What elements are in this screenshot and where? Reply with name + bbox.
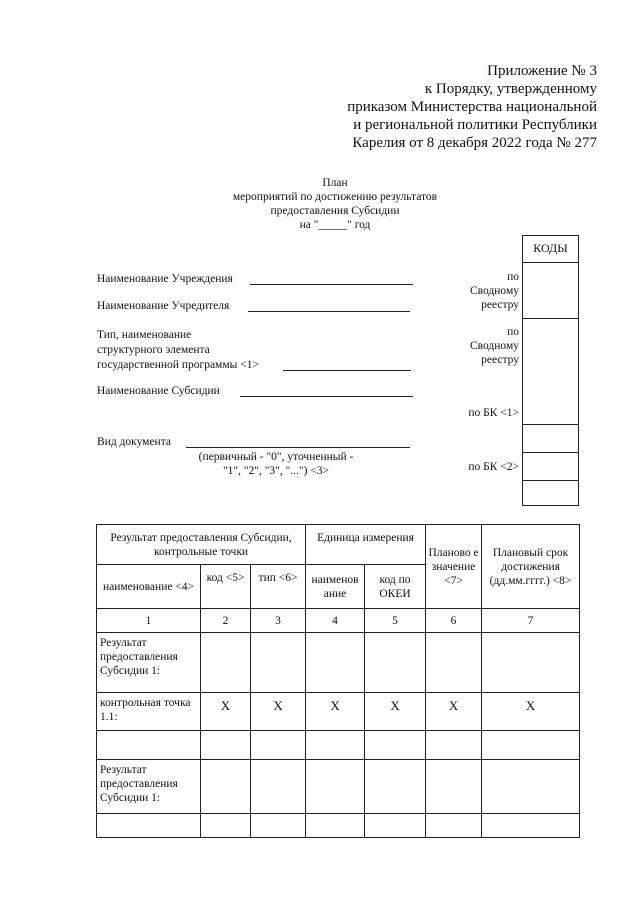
- table-row: [97, 731, 580, 760]
- header-code: код <5>: [201, 565, 251, 609]
- table-cell[interactable]: [306, 814, 365, 838]
- codes-header: КОДЫ: [533, 241, 568, 255]
- type-field[interactable]: [283, 370, 411, 371]
- header-unit-name: наименов ание: [306, 565, 365, 609]
- header-line: и региональной политики Республики: [353, 117, 597, 133]
- table-cell[interactable]: [482, 731, 580, 760]
- column-number: 1: [97, 609, 201, 633]
- table-cell[interactable]: X: [251, 693, 306, 731]
- header-line: Карелия от 8 декабря 2022 года № 277: [352, 135, 597, 151]
- table-cell[interactable]: [365, 633, 426, 693]
- column-number: 3: [251, 609, 306, 633]
- title-line: предоставления Субсидии: [270, 205, 400, 217]
- row-label: [97, 731, 201, 760]
- table-cell[interactable]: X: [426, 693, 482, 731]
- institution-label: Наименование Учреждения: [97, 273, 233, 285]
- table-cell[interactable]: X: [482, 693, 580, 731]
- registry-label-2: по Сводному реестру: [469, 326, 519, 366]
- header-result-group: Результат предоставления Субсидии, контрольные точки: [97, 525, 306, 565]
- founder-label: Наименование Учредителя: [97, 300, 230, 312]
- table-cell[interactable]: [201, 760, 251, 814]
- table-cell[interactable]: [482, 633, 580, 693]
- table-row: [97, 633, 580, 693]
- table-cell[interactable]: X: [201, 693, 251, 731]
- header-line: Приложение № 3: [487, 63, 597, 79]
- doc-type-hint-line1: (первичный - "0", уточненный -: [198, 451, 354, 463]
- header-okei: код по ОКЕИ: [365, 565, 426, 609]
- header-line: приказом Министерства национальной: [347, 99, 597, 115]
- table-cell[interactable]: [482, 814, 580, 838]
- title-line: План: [322, 177, 348, 189]
- table-cell[interactable]: [251, 633, 306, 693]
- header-name: наименование <4>: [97, 565, 201, 609]
- row-label: Результат предоставления Субсидии 1:: [97, 633, 201, 693]
- column-numbers-row: [97, 609, 580, 633]
- column-number: 5: [365, 609, 426, 633]
- table-cell[interactable]: [482, 760, 580, 814]
- header-planned-value: Планово е значение <7>: [426, 525, 482, 609]
- table-cell[interactable]: [365, 760, 426, 814]
- codes-cell-divider: [523, 262, 578, 263]
- table-cell[interactable]: [251, 760, 306, 814]
- table-cell[interactable]: [426, 633, 482, 693]
- type-label-line3: государственной программы <1>: [97, 359, 259, 371]
- column-number: 4: [306, 609, 365, 633]
- codes-cell-divider: [523, 424, 578, 425]
- table-row: [97, 693, 580, 731]
- codes-box: [522, 235, 579, 506]
- plan-table: [96, 524, 580, 838]
- doc-type-label: Вид документа: [97, 436, 171, 448]
- table-cell[interactable]: [426, 760, 482, 814]
- table-row: [97, 814, 580, 838]
- title-line: мероприятий по достижению результатов: [232, 191, 438, 203]
- codes-cell-divider: [523, 318, 578, 319]
- table-cell[interactable]: [201, 731, 251, 760]
- doc-type-hint-line2: "1", "2", "3", "...") <3>: [222, 465, 330, 477]
- table-cell[interactable]: X: [306, 693, 365, 731]
- row-label: Результат предоставления Субсидии 1:: [97, 760, 201, 814]
- doc-type-field[interactable]: [186, 447, 410, 448]
- header-unit-group: Единица измерения: [306, 525, 426, 565]
- table-row: [97, 760, 580, 814]
- document-title: [200, 176, 470, 232]
- registry-label-1: по Сводному реестру: [469, 271, 519, 311]
- row-label: контрольная точка 1.1:: [97, 693, 201, 731]
- table-cell[interactable]: [306, 731, 365, 760]
- table-cell[interactable]: [365, 731, 426, 760]
- header-line: к Порядку, утвержденному: [424, 81, 597, 97]
- table-cell[interactable]: [201, 814, 251, 838]
- institution-field[interactable]: [250, 284, 413, 285]
- column-number: 7: [482, 609, 580, 633]
- subsidy-field[interactable]: [240, 396, 413, 397]
- codes-cell-divider: [523, 480, 578, 481]
- row-label: [97, 814, 201, 838]
- codes-cell-divider: [523, 452, 578, 453]
- table-cell[interactable]: [426, 731, 482, 760]
- table-cell[interactable]: [251, 731, 306, 760]
- bk-label-1: по БК <1>: [468, 407, 519, 419]
- appendix-header: [347, 62, 597, 152]
- subsidy-label: Наименование Субсидии: [97, 385, 220, 397]
- table-cell[interactable]: [426, 814, 482, 838]
- column-number: 2: [201, 609, 251, 633]
- type-label-line2: структурного элемента: [97, 344, 210, 356]
- table-cell[interactable]: [365, 814, 426, 838]
- table-cell[interactable]: [251, 814, 306, 838]
- title-line: на "_____" год: [299, 219, 371, 231]
- column-number: 6: [426, 609, 482, 633]
- table-cell[interactable]: X: [365, 693, 426, 731]
- table-cell[interactable]: [306, 633, 365, 693]
- bk-label-2: по БК <2>: [468, 461, 519, 473]
- header-planned-date: Плановый срок достижения (дд.мм.гггг.) <8>: [482, 525, 580, 609]
- header-type: тип <6>: [251, 565, 306, 609]
- type-label-line1: Тип, наименование: [97, 329, 192, 341]
- founder-field[interactable]: [248, 311, 410, 312]
- table-cell[interactable]: [201, 633, 251, 693]
- table-cell[interactable]: [306, 760, 365, 814]
